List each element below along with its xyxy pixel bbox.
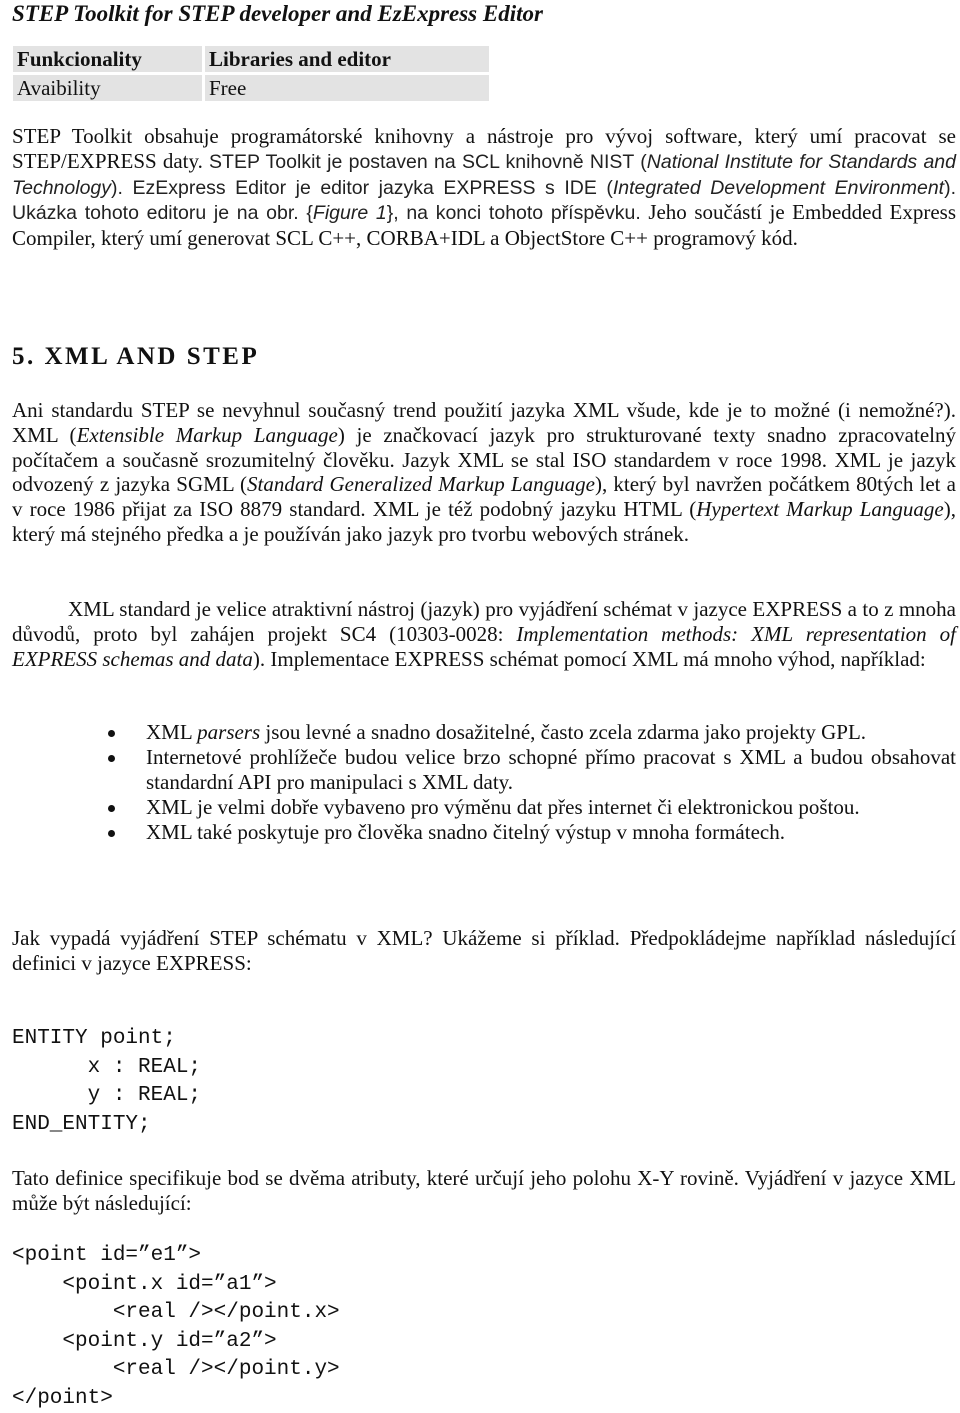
- table-cell: Free: [205, 75, 489, 101]
- standard-paragraph: XML standard je velice atraktivní nástroj (jazyk) pro vyjádření schémat v jazyce EXPRESS a to z mnoha důvodů, proto byl zahájen projekt SC4 (10303-0028: Implementation methods: XML representation of EXPRESS schemas and data). Implementace EXPRESS schémat pomocí XML má mnoho výhod, například:: [12, 597, 956, 671]
- xml-code-block: <point id=”e1”> <point.x id=”a1”> <real /></point.x> <point.y id=”a2”> <real /></point.y> </point>: [12, 1244, 340, 1410]
- document-title: STEP Toolkit for STEP developer and EzExpress Editor: [12, 1, 543, 26]
- bullet-icon: [108, 830, 115, 837]
- example-paragraph: Jak vypadá vyjádření STEP schématu v XML? Ukážeme si příklad. Předpokládejme například následující definici v jazyce EXPRESS:: [12, 926, 956, 975]
- bullet-icon: [108, 805, 115, 812]
- definition-paragraph: Tato definice specifikuje bod se dvěma atributy, které určují jeho polohu X-Y rovině. Vyjádření v jazyce XML může být následující:: [12, 1166, 956, 1215]
- section-heading: 5. XML AND STEP: [12, 343, 260, 370]
- xml-paragraph: Ani standardu STEP se nevyhnul současný trend použití jazyka XML všude, kde je to možné (i nemožné?). XML (Extensible Markup Language) je značkovací jazyk pro strukturované texty snadno zpracovatelný počítačem a současně srozumitelný člověku. Jazyk XML se stal ISO standardem v roce 1998. XML je jazyk odvozený z jazyka SGML (Standard Generalized Markup Language), který byl navržen počátkem 80tých let a v roce 1986 přijat za ISO 8879 standard. XML je též podobný jazyku HTML (Hypertext Markup Language), který má stejného předka a je používán jako jazyk pro tvorbu webových stránek.: [12, 398, 957, 546]
- table-row: [13, 75, 489, 101]
- list-item: XML také poskytuje pro člověka snadno čitelný výstup v mnoha formátech.: [0, 820, 960, 845]
- intro-text: STEP Toolkit je postaven na SCL knihovně NIST (National Institute for Standards and Technology). EzExpress Editor je editor jazyka EXPRESS s IDE (Integrated Development Environment). Ukázka tohoto editoru je na obr. {Figure 1}, na konci tohoto příspěvku.: [12, 150, 956, 225]
- table-row: [13, 46, 489, 72]
- intro-text: STEP Toolkit obsahuje programátorské knihovny a nástroje pro vývoj software, který umí pracovat se STEP/EXPRESS daty.: [12, 124, 956, 173]
- bullet-icon: [108, 730, 115, 737]
- intro-paragraph: [12, 124, 956, 251]
- table-cell: Funkcionality: [13, 46, 202, 72]
- advantages-list: [0, 720, 960, 845]
- bullet-icon: [108, 755, 115, 762]
- list-item: XML parsers jsou levné a snadno dosažitelné, často zcela zdarma jako projekty GPL.: [0, 720, 960, 745]
- list-item: XML je velmi dobře vybaveno pro výměnu dat přes internet či elektronickou poštou.: [0, 795, 960, 820]
- intro-text: Jeho součástí je Embedded Express Compiler, který umí generovat SCL C++, CORBA+IDL a ObjectStore C++ programový kód.: [12, 200, 956, 251]
- table-cell: Avaibility: [13, 75, 202, 101]
- table-cell: Libraries and editor: [205, 46, 489, 72]
- express-code-block: ENTITY point; x : REAL; y : REAL; END_ENTITY;: [12, 1027, 202, 1136]
- info-table: [10, 43, 492, 104]
- list-item: Internetové prohlížeče budou velice brzo schopné přímo pracovat s XML a budou obsahovat standardní API pro manipulaci s XML daty.: [0, 745, 960, 795]
